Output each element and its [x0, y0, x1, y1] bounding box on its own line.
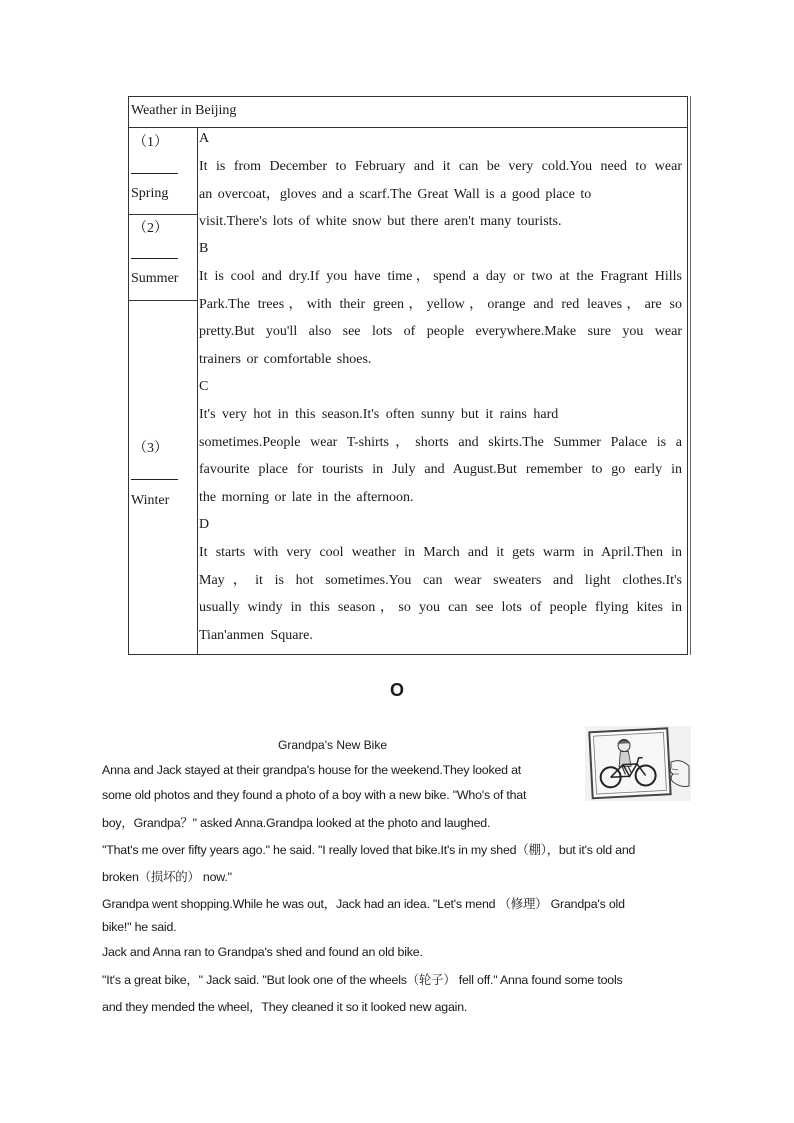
question-number: （3）	[133, 441, 168, 456]
story-line: boy，Grandpa？" asked Anna.Grandpa looked at the photo and laughed.	[102, 816, 491, 830]
passage-d-line: May，it is hot sometimes.You can wear sweaters and light clothes.It's	[199, 573, 682, 588]
table-border	[687, 96, 688, 655]
story-line: "It's a great bike，" Jack said. "But look one of the wheels（轮子） fell off." Anna found some tools	[102, 973, 623, 987]
answer-blank-2[interactable]	[131, 258, 178, 259]
passage-c-line: It's very hot in this season.It's often sunny but it rains hard	[199, 407, 559, 422]
story-line: some old photos and they found a photo of a boy with a new bike. "Who's of that	[102, 788, 527, 802]
story-line: Grandpa went shopping.While he was out，Jack had an idea. "Let's mend （修理） Grandpa's old	[102, 897, 625, 911]
passage-a-line: an overcoat，gloves and a scarf.The Great Wall is a good place to	[199, 187, 592, 202]
passage-b-label: B	[199, 241, 209, 256]
story-line: Jack and Anna ran to Grandpa's shed and found an old bike.	[102, 945, 423, 959]
passage-c-label: C	[199, 379, 209, 394]
season-label: Summer	[131, 271, 179, 286]
question-number: （2）	[133, 221, 168, 236]
passage-d-label: D	[199, 517, 210, 532]
passages-column	[199, 128, 688, 655]
bike-photo-image	[585, 726, 691, 801]
season-label: Spring	[131, 186, 169, 201]
story-line: "That's me over fifty years ago." he said. "I really loved that bike.It's in my shed（棚），but it's old and	[102, 843, 636, 857]
passage-c-line: the morning or late in the afternoon.	[199, 490, 414, 505]
passage-b-line: pretty.But you'll also see lots of people everywhere.Make sure you wear	[199, 324, 682, 339]
season-cell-3	[129, 301, 197, 655]
table-border	[690, 96, 691, 655]
story-line: and they mended the wheel，They cleaned it so it looked new again.	[102, 1000, 468, 1014]
passage-a-label: A	[199, 131, 210, 146]
section-letter: O	[389, 680, 404, 700]
passage-d-line: It starts with very cool weather in March and it gets warm in April.Then in	[199, 545, 682, 560]
passage-b-line: trainers or comfortable shoes.	[199, 352, 372, 367]
passage-b-line: Park.The trees，with their green，yellow，orange and red leaves，are so	[199, 297, 682, 312]
story-line: bike!" he said.	[102, 920, 177, 934]
passage-a-line: It is from December to February and it can be very cold.You need to wear	[199, 159, 682, 174]
answer-blank-3[interactable]	[131, 479, 178, 480]
story-line: Anna and Jack stayed at their grandpa's house for the weekend.They looked at	[102, 763, 522, 777]
passage-d-line: usually windy in this season，so you can see lots of people flying kites in	[199, 600, 682, 615]
passage-c-line: favourite place for tourists in July and August.But remember to go early in	[199, 462, 682, 477]
season-label: Winter	[131, 493, 170, 508]
passage-c-line: sometimes.People wear T-shirts，shorts and skirts.The Summer Palace is a	[199, 435, 682, 450]
passage-b-line: It is cool and dry.If you have time，spend a day or two at the Fragrant Hills	[199, 269, 682, 284]
passage-d-line: Tian'anmen Square.	[199, 628, 313, 643]
question-number: （1）	[133, 135, 168, 150]
answer-blank-1[interactable]	[131, 173, 178, 174]
passage-a-line: visit.There's lots of white snow but there aren't many tourists.	[199, 214, 562, 229]
season-cell-1	[129, 128, 197, 214]
table-title: Weather in Beijing	[129, 97, 688, 128]
weather-table	[128, 96, 688, 655]
story-line: broken（损坏的） now."	[102, 870, 232, 884]
season-column	[129, 128, 198, 655]
story-title: Grandpa's New Bike	[278, 738, 388, 752]
season-cell-2	[129, 215, 197, 300]
